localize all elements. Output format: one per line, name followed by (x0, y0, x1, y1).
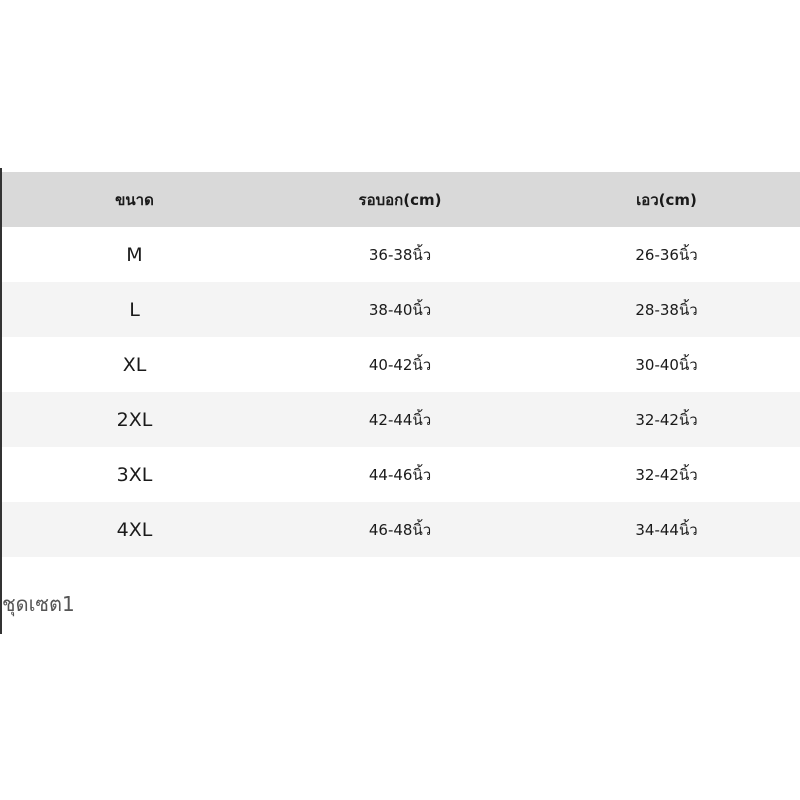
table-row (2, 392, 800, 447)
table-row (2, 282, 800, 337)
header-size: ขนาด (2, 172, 267, 227)
table-row (2, 447, 800, 502)
waist-cell: 34-44นิ้ว (533, 502, 800, 557)
header-chest: รอบอก(cm) (267, 172, 533, 227)
size-cell: L (2, 282, 267, 337)
chest-cell: 36-38นิ้ว (267, 227, 533, 282)
size-cell: XL (2, 337, 267, 392)
chest-cell: 42-44นิ้ว (267, 392, 533, 447)
waist-cell: 28-38นิ้ว (533, 282, 800, 337)
size-cell: M (2, 227, 267, 282)
waist-cell: 30-40นิ้ว (533, 337, 800, 392)
table-row (2, 337, 800, 392)
table-row (2, 502, 800, 557)
chest-cell: 40-42นิ้ว (267, 337, 533, 392)
set-caption: ชุดเซต1 (2, 592, 75, 616)
size-cell: 3XL (2, 447, 267, 502)
chest-cell: 38-40นิ้ว (267, 282, 533, 337)
header-waist: เอว(cm) (533, 172, 800, 227)
table-header-row (2, 172, 800, 227)
chest-cell: 46-48นิ้ว (267, 502, 533, 557)
size-cell: 4XL (2, 502, 267, 557)
table-row (2, 227, 800, 282)
waist-cell: 32-42นิ้ว (533, 447, 800, 502)
waist-cell: 26-36นิ้ว (533, 227, 800, 282)
size-cell: 2XL (2, 392, 267, 447)
size-chart-table (2, 172, 800, 557)
waist-cell: 32-42นิ้ว (533, 392, 800, 447)
chest-cell: 44-46นิ้ว (267, 447, 533, 502)
